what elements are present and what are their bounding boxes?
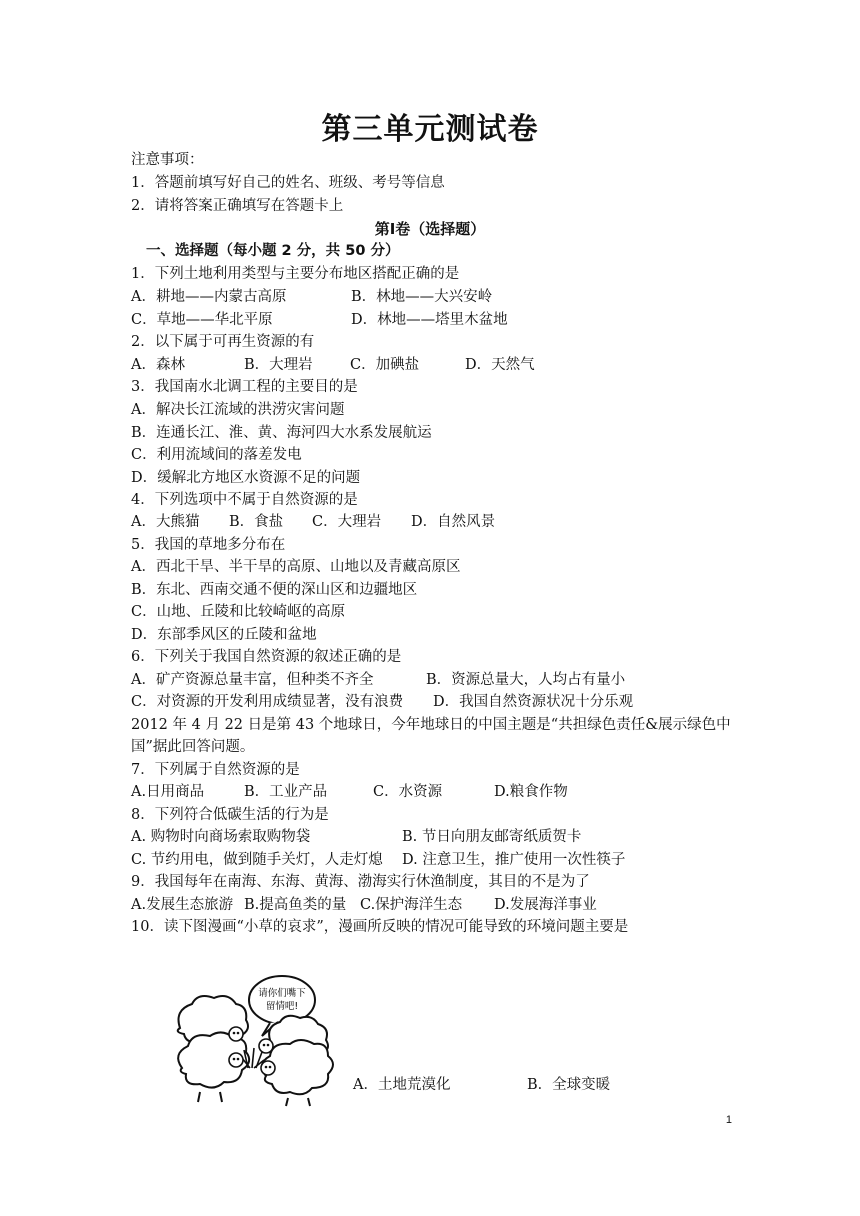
- question-7-stem: 7．下列属于自然资源的是: [131, 762, 300, 778]
- question-5-stem: 5．我国的草地多分布在: [131, 537, 286, 553]
- question-9-option-b: B.提高鱼类的量: [244, 897, 347, 913]
- notice-item-1: 1．答题前填写好自己的姓名、班级、考号等信息: [131, 175, 445, 191]
- question-10-stem: 10．读下图漫画“小草的哀求”，漫画所反映的情况可能导致的环境问题主要是: [131, 919, 629, 935]
- passage-line-1: 2012 年 4 月 22 日是第 43 个地球日，今年地球日的中国主题是“共担绿色责任&展示绿色中: [131, 717, 731, 733]
- question-1-option-b: B．林地——大兴安岭: [351, 289, 493, 305]
- part-title: 一、选择题（每小题 2 分，共 50 分）: [146, 243, 400, 259]
- question-9-option-d: D.发展海洋事业: [494, 897, 597, 913]
- question-2-stem: 2．以下属于可再生资源的有: [131, 334, 315, 350]
- question-2-option-b: B．大理岩: [244, 357, 313, 373]
- question-4-option-b: B．食盐: [229, 514, 284, 530]
- notice-item-2: 2．请将答案正确填写在答题卡上: [131, 198, 344, 214]
- question-1-option-d: D．林地——塔里木盆地: [351, 312, 508, 328]
- cartoon-illustration: [170, 968, 340, 1108]
- question-6-stem: 6．下列关于我国自然资源的叙述正确的是: [131, 649, 402, 665]
- cartoon-speech-line-2: 留情吧!: [265, 1001, 299, 1012]
- question-1-option-c: C．草地——华北平原: [131, 312, 273, 328]
- page-number: 1: [725, 1114, 732, 1126]
- question-8-option-b: B. 节日向朋友邮寄纸质贺卡: [402, 829, 582, 845]
- question-5-option-c: C．山地、丘陵和比较崎岖的高原: [131, 604, 346, 620]
- question-6-option-b: B．资源总量大，人均占有量小: [426, 672, 626, 688]
- cartoon-speech-line-1: 请你们嘴下: [258, 988, 306, 999]
- question-6-option-c: C．对资源的开发利用成绩显著，没有浪费: [131, 694, 404, 710]
- question-4-option-a: A．大熊猫: [131, 514, 200, 530]
- question-7-option-c: C．水资源: [373, 784, 443, 800]
- question-9-option-c: C.保护海洋生态: [360, 897, 463, 913]
- question-1-option-a: A．耕地——内蒙古高原: [131, 289, 287, 305]
- question-5-option-d: D．东部季风区的丘陵和盆地: [131, 627, 317, 643]
- question-7-option-d: D.粮食作物: [494, 784, 568, 800]
- question-2-option-a: A．森林: [131, 357, 185, 373]
- question-5-option-b: B．东北、西南交通不便的深山区和边疆地区: [131, 582, 418, 598]
- question-4-option-c: C．大理岩: [312, 514, 382, 530]
- notice-heading: 注意事项：: [131, 152, 204, 168]
- question-9-stem: 9．我国每年在南海、东海、黄海、渤海实行休渔制度，其目的不是为了: [131, 874, 590, 890]
- question-1-stem: 1．下列土地利用类型与主要分布地区搭配正确的是: [131, 266, 460, 282]
- question-7-option-b: B．工业产品: [244, 784, 328, 800]
- question-5-option-a: A．西北干旱、半干旱的高原、山地以及青藏高原区: [131, 559, 461, 575]
- question-10-option-b: B．全球变暖: [527, 1077, 611, 1093]
- question-6-option-d: D．我国自然资源状况十分乐观: [433, 694, 634, 710]
- question-4-option-d: D．自然风景: [411, 514, 496, 530]
- question-3-option-a: A．解决长江流域的洪涝灾害问题: [131, 402, 345, 418]
- question-7-option-a: A.日用商品: [131, 784, 205, 800]
- question-2-option-d: D．天然气: [465, 357, 535, 373]
- question-3-option-d: D．缓解北方地区水资源不足的问题: [131, 470, 361, 486]
- question-2-option-c: C．加碘盐: [350, 357, 420, 373]
- question-8-option-d: D. 注意卫生，推广使用一次性筷子: [402, 852, 626, 868]
- question-10-option-a: A．土地荒漠化: [353, 1077, 451, 1093]
- question-3-option-b: B．连通长江、淮、黄、海河四大水系发展航运: [131, 425, 432, 441]
- page-title: 第三单元测试卷: [321, 112, 539, 147]
- passage-line-2: 国”据此回答问题。: [131, 739, 255, 755]
- question-3-stem: 3．我国南水北调工程的主要目的是: [131, 379, 358, 395]
- question-6-option-a: A．矿产资源总量丰富，但种类不齐全: [131, 672, 374, 688]
- question-4-stem: 4．下列选项中不属于自然资源的是: [131, 492, 358, 508]
- question-8-stem: 8．下列符合低碳生活的行为是: [131, 807, 329, 823]
- question-8-option-c: C. 节约用电，做到随手关灯，人走灯熄: [131, 852, 383, 868]
- section-title: 第Ⅰ卷（选择题）: [374, 220, 486, 238]
- question-8-option-a: A. 购物时向商场索取购物袋: [131, 829, 311, 845]
- question-3-option-c: C．利用流域间的落差发电: [131, 447, 302, 463]
- question-9-option-a: A.发展生态旅游: [131, 897, 234, 913]
